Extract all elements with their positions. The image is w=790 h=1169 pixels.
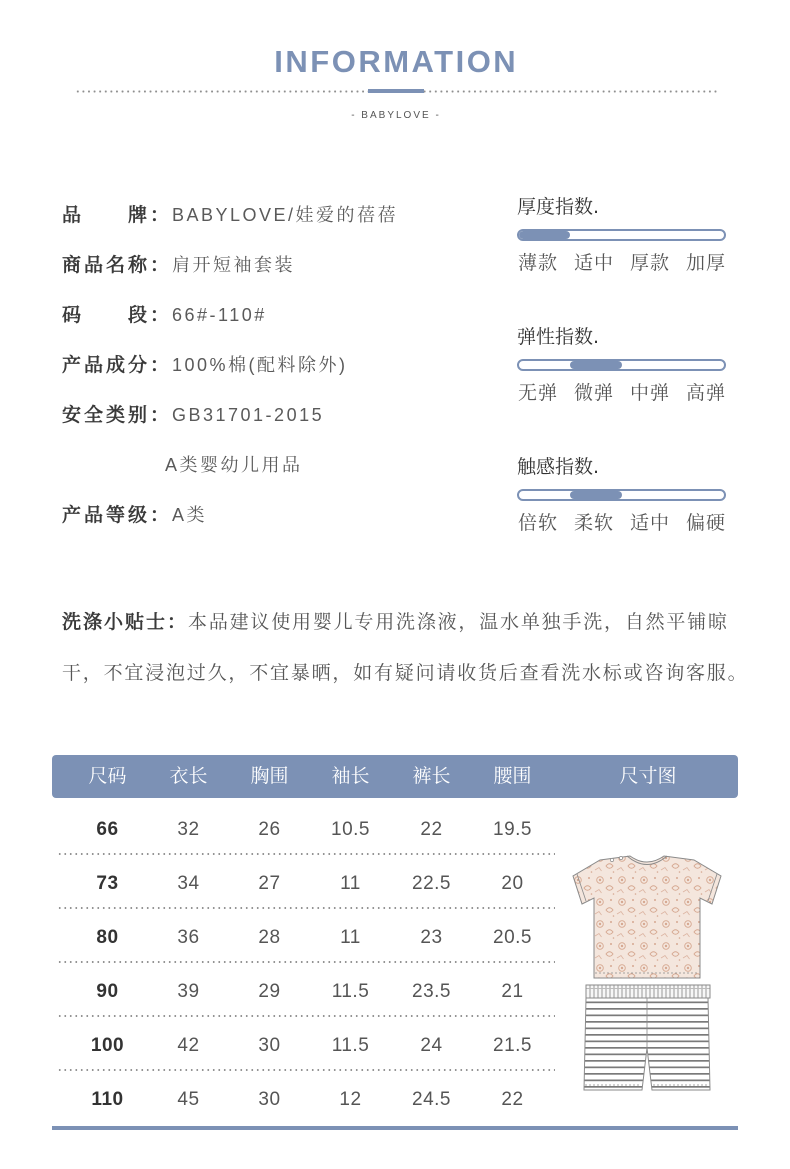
index-option: 微弹 <box>574 382 615 404</box>
brand-tag: - BABYLOVE - <box>351 110 441 121</box>
wash-tip-line-1 <box>62 607 729 637</box>
cell-sleeve-length: 12 <box>339 1089 362 1110</box>
cell-garment-length: 36 <box>177 927 200 948</box>
cell-waist: 21.5 <box>493 1035 532 1056</box>
info-value: A类 <box>172 505 208 525</box>
header-garment-length: 衣长 <box>169 765 208 787</box>
index-bar-fill <box>570 491 621 499</box>
wash-tip-line-2 <box>62 658 748 688</box>
info-value: 肩开短袖套装 <box>172 255 295 275</box>
cell-garment-length: 34 <box>177 873 200 894</box>
index-bar <box>517 359 726 371</box>
index-title: 厚度指数. <box>517 196 600 218</box>
cell-waist: 19.5 <box>493 819 532 840</box>
elasticity-index <box>517 323 732 407</box>
index-options <box>518 249 726 277</box>
cell-chest: 27 <box>258 873 281 894</box>
cell-size: 100 <box>90 1035 125 1056</box>
index-bar <box>517 489 726 501</box>
cell-chest: 29 <box>258 981 281 1002</box>
info-value: 100%棉(配料除外) <box>172 355 348 375</box>
shorts-waistband <box>586 985 710 998</box>
tshirt-shape <box>573 856 721 978</box>
cell-size: 66 <box>96 819 119 840</box>
info-value: A类婴幼儿用品 <box>165 455 303 475</box>
cell-pants-length: 24 <box>420 1035 443 1056</box>
cell-waist: 20 <box>501 873 524 894</box>
page-title: INFORMATION <box>274 44 519 79</box>
row-dotted-divider <box>57 853 555 855</box>
header-sleeve-length: 袖长 <box>331 765 370 787</box>
cell-sleeve-length: 11.5 <box>331 1035 370 1056</box>
cell-waist: 20.5 <box>493 927 532 948</box>
header-size: 尺码 <box>88 765 127 787</box>
info-label: 产品等级： <box>62 504 173 526</box>
info-value: BABYLOVE/娃爱的蓓蓓 <box>172 205 399 225</box>
header-waist: 腰围 <box>493 765 532 787</box>
info-row-safety-category-line2 <box>165 450 303 480</box>
index-options <box>518 509 726 537</box>
row-dotted-divider <box>57 907 555 909</box>
cell-pants-length: 23 <box>420 927 443 948</box>
cell-sleeve-length: 11 <box>340 927 361 948</box>
cell-chest: 30 <box>258 1035 281 1056</box>
info-row-product-name <box>62 250 295 280</box>
info-label: 品 牌： <box>62 204 173 226</box>
size-table-body <box>52 803 555 1127</box>
header-chest: 胸围 <box>250 765 289 787</box>
row-dotted-divider <box>57 1015 555 1017</box>
cell-chest: 28 <box>258 927 281 948</box>
cell-waist: 21 <box>501 981 524 1002</box>
table-row <box>52 803 555 857</box>
cell-sleeve-length: 11.5 <box>331 981 370 1002</box>
cell-chest: 26 <box>258 819 281 840</box>
wash-tip-text: 本品建议使用婴儿专用洗涤液，温水单独手洗，自然平铺晾 <box>188 611 729 633</box>
info-label: 商品名称： <box>62 254 173 276</box>
row-dotted-divider <box>57 961 555 963</box>
index-option: 高弹 <box>686 382 727 404</box>
index-option: 偏硬 <box>686 512 727 534</box>
cell-pants-length: 22 <box>420 819 443 840</box>
info-row-safety-category <box>62 400 324 430</box>
table-row <box>52 1073 555 1127</box>
index-title: 弹性指数. <box>517 326 600 348</box>
index-bar-fill <box>519 231 570 239</box>
info-row-brand <box>62 200 398 230</box>
table-row <box>52 1019 555 1073</box>
cell-pants-length: 23.5 <box>412 981 451 1002</box>
cell-waist: 22 <box>501 1089 524 1110</box>
size-diagram-illustration <box>572 852 724 1094</box>
info-value: GB31701-2015 <box>172 405 325 425</box>
info-row-grade <box>62 500 207 530</box>
wash-tip-label: 洗涤小贴士： <box>62 611 189 633</box>
index-option: 倍软 <box>518 512 559 534</box>
info-row-size-range <box>62 300 267 330</box>
index-options <box>518 379 726 407</box>
index-option: 中弹 <box>630 382 671 404</box>
index-option: 厚款 <box>630 252 671 274</box>
cell-sleeve-length: 11 <box>340 873 361 894</box>
cell-size: 90 <box>96 981 119 1002</box>
header-pants-length: 裤长 <box>412 765 451 787</box>
index-option: 无弹 <box>518 382 559 404</box>
table-bottom-rule <box>52 1126 738 1130</box>
shoulder-snap-icon <box>619 856 622 859</box>
index-option: 适中 <box>630 512 671 534</box>
cell-pants-length: 24.5 <box>412 1089 451 1110</box>
index-option: 薄款 <box>518 252 559 274</box>
softness-index <box>517 453 732 537</box>
cell-size: 73 <box>96 873 119 894</box>
cell-garment-length: 45 <box>177 1089 200 1110</box>
table-row <box>52 965 555 1019</box>
header-size-chart: 尺寸图 <box>619 765 677 787</box>
cell-garment-length: 39 <box>177 981 200 1002</box>
index-option: 柔软 <box>574 512 615 534</box>
index-option: 适中 <box>574 252 615 274</box>
info-label: 码 段： <box>62 304 173 326</box>
info-label: 安全类别： <box>62 404 173 426</box>
shoulder-snap-icon <box>610 858 613 861</box>
cell-garment-length: 32 <box>177 819 200 840</box>
index-title: 触感指数. <box>517 456 600 478</box>
cell-size: 80 <box>96 927 119 948</box>
cell-garment-length: 42 <box>177 1035 200 1056</box>
cell-size: 110 <box>91 1089 124 1110</box>
index-bar <box>517 229 726 241</box>
index-option: 加厚 <box>686 252 727 274</box>
table-row <box>52 911 555 965</box>
index-bar-fill <box>570 361 621 369</box>
row-dotted-divider <box>57 1069 555 1071</box>
wash-tip-text: 干，不宜浸泡过久，不宜暴晒，如有疑问请收货后查看洗水标或咨询客服。 <box>62 662 749 684</box>
table-row <box>52 857 555 911</box>
info-value: 66#-110# <box>172 305 267 325</box>
info-label: 产品成分： <box>62 354 173 376</box>
cell-sleeve-length: 10.5 <box>331 819 370 840</box>
cell-chest: 30 <box>258 1089 281 1110</box>
info-row-material <box>62 350 348 380</box>
thickness-index <box>517 193 732 277</box>
size-table-header <box>52 755 738 798</box>
title-accent-bar <box>368 89 424 93</box>
cell-pants-length: 22.5 <box>412 873 451 894</box>
